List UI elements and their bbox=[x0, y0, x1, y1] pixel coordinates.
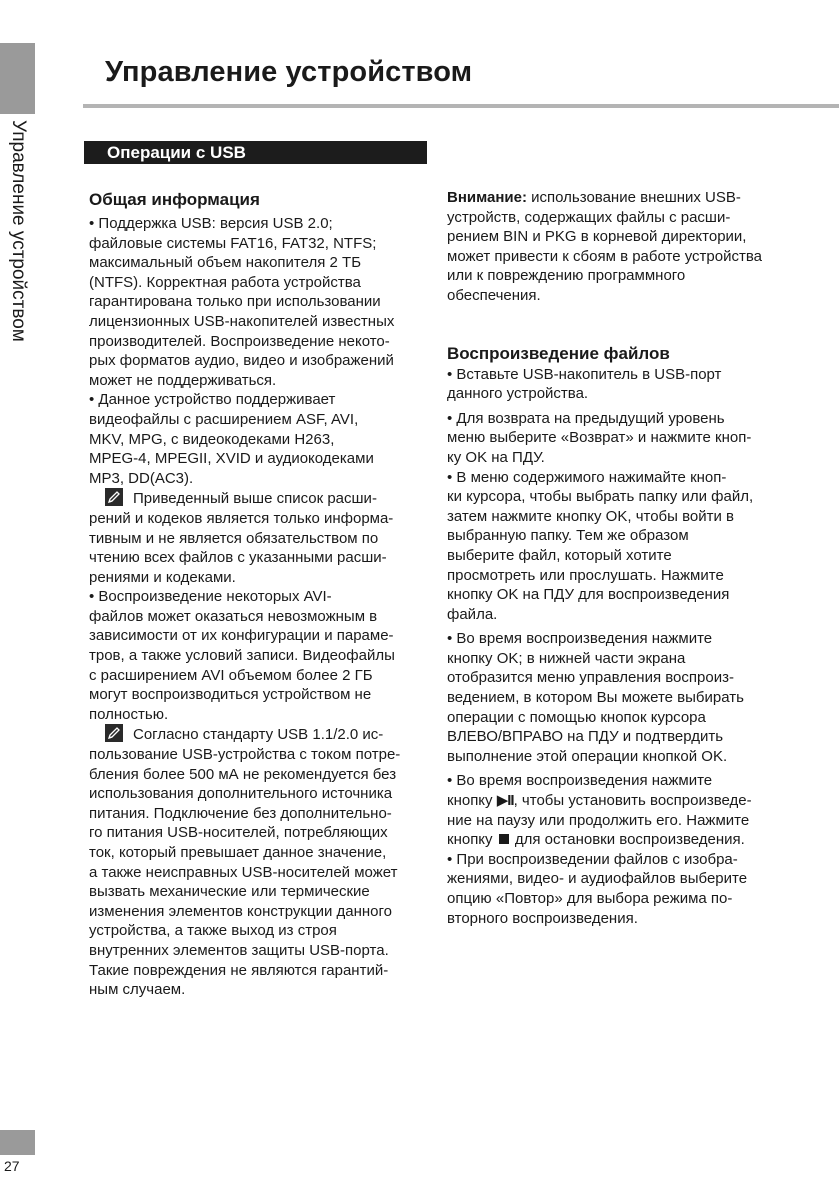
paragraph-line: рых форматов аудио, видео и изображений bbox=[89, 352, 394, 370]
warning-label: Внимание: bbox=[447, 189, 527, 206]
paragraph-line: ток, который превышает данное значение, bbox=[89, 844, 387, 861]
paragraph-line: MP3, DD(AC3). bbox=[89, 469, 194, 487]
paragraph-line: операции с помощью кнопок курсора bbox=[447, 708, 706, 726]
paragraph-line: использования дополнительного источника bbox=[89, 785, 393, 803]
playback-heading: Воспроизведение файлов bbox=[447, 343, 670, 363]
paragraph-line: максимальный объем накопителя 2 ТБ bbox=[89, 254, 362, 272]
paragraph-line: могут воспроизводиться устройством не bbox=[89, 686, 372, 704]
paragraph-line: файлов может оказаться невозможным в bbox=[89, 607, 378, 625]
warning-line: обеспечения. bbox=[447, 286, 541, 304]
paragraph-line: пользование USB-устройства с током потре- bbox=[89, 746, 401, 764]
paragraph-line: выбранную папку. Тем же образом bbox=[447, 527, 689, 545]
paragraph-line: тивным и не является обязательством по bbox=[89, 529, 379, 547]
paragraph-line: ВЛЕВО/ВПРАВО на ПДУ и подтвердить bbox=[447, 728, 724, 746]
warning-line: рением BIN и PKG в корневой директории, bbox=[447, 228, 747, 246]
paragraph-line: а также неисправных USB-носителей может bbox=[89, 863, 398, 881]
paragraph-line: опцию «Повтор» для выбора режима по- bbox=[447, 890, 733, 907]
paragraph-line: выберите файл, который хотите bbox=[447, 546, 672, 564]
paragraph-line: вызвать механические или термические bbox=[89, 883, 370, 901]
paragraph-line: файловые системы FAT16, FAT32, NTFS; bbox=[89, 234, 377, 252]
paragraph-line: кнопку OK; в нижней части экрана bbox=[447, 649, 686, 667]
paragraph-line: ние на паузу или продолжить его. Нажмите bbox=[447, 811, 750, 829]
warning-line: или к повреждению программного bbox=[447, 267, 686, 285]
paragraph-line: • Во время воспроизведения нажмите bbox=[447, 630, 713, 648]
warning-line: устройств, содержащих файлы с расши- bbox=[447, 208, 731, 226]
paragraph-line: ведением, в котором Вы можете выбирать bbox=[447, 689, 744, 707]
paragraph-line: бления более 500 мА не рекомендуется без bbox=[89, 765, 397, 783]
paragraph-line: производителей. Воспроизведение некото- bbox=[89, 332, 390, 350]
paragraph-line: выполнение этой операции кнопкой OK. bbox=[447, 747, 728, 765]
footer-tab-marker bbox=[0, 1130, 35, 1155]
note-line: Согласно стандарту USB 1.1/2.0 ис- bbox=[89, 724, 429, 745]
section-header-bar: Операции с USB bbox=[84, 141, 427, 164]
paragraph-line: • Данное устройство поддерживает bbox=[89, 391, 336, 409]
side-tab-marker bbox=[0, 43, 35, 114]
paragraph-line: тров, а также условий записи. Видеофайлы bbox=[89, 647, 395, 665]
paragraph-line: кнопку ▶II, чтобы установить воспроизведе- bbox=[447, 792, 752, 810]
page-number: 27 bbox=[4, 1158, 20, 1174]
paragraph-line: лицензионных USB-накопителей известных bbox=[89, 312, 395, 330]
paragraph-line: • Во время воспроизведения нажмите bbox=[447, 772, 713, 790]
paragraph-line: вторного воспроизведения. bbox=[447, 909, 638, 927]
paragraph-line: файла. bbox=[447, 605, 498, 623]
paragraph-line: зависимости от их конфигурации и параме- bbox=[89, 627, 394, 645]
paragraph-line: внутренних элементов защиты USB-порта. bbox=[89, 941, 389, 959]
paragraph-line: ки курсора, чтобы выбрать папку или файл, bbox=[447, 488, 754, 506]
paragraph-line: • При воспроизведении файлов с изобра- bbox=[447, 850, 738, 868]
paragraph-line: меню выберите «Возврат» и нажмите кноп- bbox=[447, 429, 752, 447]
note-pencil-icon bbox=[105, 724, 123, 742]
paragraph-line: • Для возврата на предыдущий уровень bbox=[447, 409, 725, 427]
paragraph-line: изменения элементов конструкции данного bbox=[89, 902, 392, 920]
paragraph-line: (NTFS). Корректная работа устройства bbox=[89, 273, 361, 291]
paragraph-line: данного устройства. bbox=[447, 385, 589, 403]
paragraph-line: MPEG-4, MPEGII, XVID и аудиокодеками bbox=[89, 450, 374, 468]
paragraph-line: питания. Подключение без дополнительно- bbox=[89, 804, 392, 822]
page-title: Управление устройством bbox=[105, 56, 473, 88]
paragraph-line: с расширением AVI объемом более 2 ГБ bbox=[89, 666, 373, 684]
paragraph-line: го питания USB-носителей, потребляющих bbox=[89, 824, 388, 842]
paragraph-line: рений и кодеков является только информа- bbox=[89, 509, 394, 527]
paragraph-line: жениями, видео- и аудиофайлов выберите bbox=[447, 870, 748, 888]
paragraph-line: отобразится меню управления воспроиз- bbox=[447, 669, 734, 687]
side-section-label: Управление устройством bbox=[8, 120, 29, 342]
paragraph-line: кнопку для остановки воспроизведения. bbox=[447, 831, 745, 849]
left-column bbox=[89, 189, 429, 1000]
paragraph-line: кнопку OK на ПДУ для воспроизведения bbox=[447, 586, 730, 604]
paragraph-line: рениями и кодеками. bbox=[89, 568, 236, 586]
paragraph-line: MKV, MPG, с видеокодеками H263, bbox=[89, 430, 335, 448]
paragraph-line: • В меню содержимого нажимайте кноп- bbox=[447, 468, 727, 486]
paragraph-line: • Воспроизведение некоторых AVI- bbox=[89, 588, 332, 606]
paragraph-line: гарантирована только при использовании bbox=[89, 293, 381, 311]
paragraph-line: затем нажмите кнопку OK, чтобы войти в bbox=[447, 507, 734, 525]
paragraph-line: ку OK на ПДУ. bbox=[447, 448, 545, 466]
paragraph-line: может не поддерживаться. bbox=[89, 371, 277, 389]
right-column bbox=[447, 188, 797, 928]
paragraph-line: • Поддержка USB: версия USB 2.0; bbox=[89, 215, 333, 232]
note-pencil-icon bbox=[105, 488, 123, 506]
stop-icon bbox=[499, 834, 509, 844]
general-info-heading: Общая информация bbox=[89, 190, 260, 209]
warning-line: Внимание: использование внешних USB- bbox=[447, 189, 741, 206]
warning-line: может привести к сбоям в работе устройства bbox=[447, 247, 762, 265]
paragraph-line: Такие повреждения не являются гарантий- bbox=[89, 961, 389, 979]
paragraph-line: видеофайлы с расширением ASF, AVI, bbox=[89, 410, 359, 428]
note-line: Приведенный выше список расши- bbox=[89, 488, 429, 509]
paragraph-line: полностью. bbox=[89, 705, 169, 723]
paragraph-line: ным случаем. bbox=[89, 981, 186, 999]
paragraph-line: устройства, а также выход из строя bbox=[89, 922, 337, 940]
paragraph-line: • Вставьте USB-накопитель в USB-порт bbox=[447, 365, 722, 383]
title-divider bbox=[83, 104, 839, 108]
play-pause-icon: ▶II bbox=[496, 792, 514, 810]
paragraph-line: просмотреть или прослушать. Нажмите bbox=[447, 566, 724, 584]
paragraph-line: чтению всех файлов с указанными расши- bbox=[89, 549, 387, 567]
